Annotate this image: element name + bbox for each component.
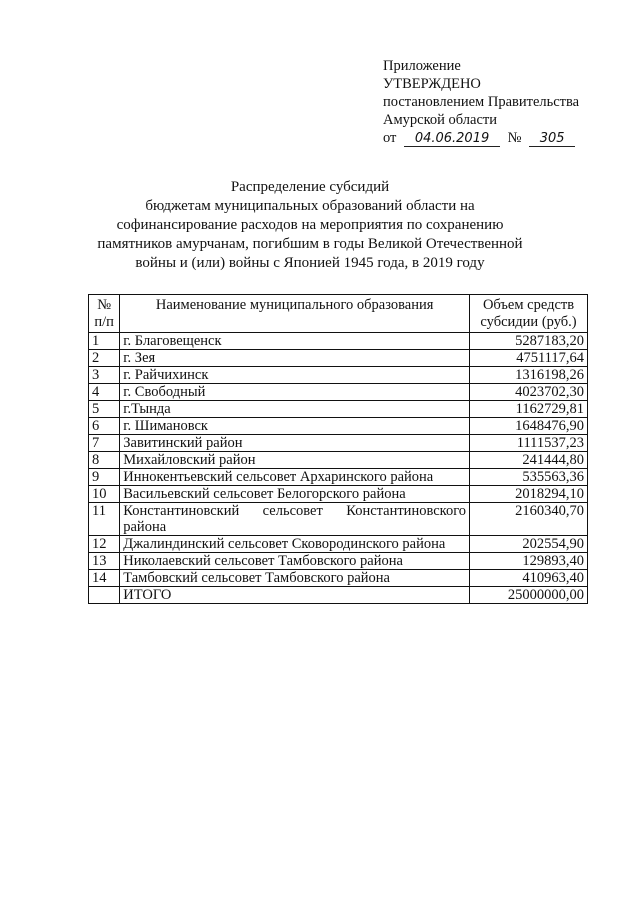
resolution-label: постановлением Правительства <box>383 94 580 110</box>
row-name: Иннокентьевский сельсовет Архаринского района <box>120 469 470 486</box>
row-amount: 25000000,00 <box>470 587 588 604</box>
table-row <box>89 503 588 536</box>
row-number: 7 <box>89 435 120 452</box>
row-name: Николаевский сельсовет Тамбовского района <box>120 553 470 570</box>
row-number: 5 <box>89 401 120 418</box>
table-row <box>89 435 588 452</box>
row-name: г. Свободный <box>120 384 470 401</box>
row-number: 12 <box>89 536 120 553</box>
row-name: г.Тында <box>120 401 470 418</box>
appendix-label: Приложение <box>383 58 461 74</box>
row-amount: 5287183,20 <box>470 333 588 350</box>
table-row <box>89 570 588 587</box>
row-name: Михайловский район <box>120 452 470 469</box>
document-subtitle: бюджетам муниципальных образований области на софинансирование расходов на мероприятия по сохранению памятников амурчанам, погибшим в годы Великой Отечественной войны и (или) войны с Японией 1945 года, в 2019 году <box>97 198 523 271</box>
row-name: Тамбовский сельсовет Тамбовского района <box>120 570 470 587</box>
row-number: 8 <box>89 452 120 469</box>
row-number: 1 <box>89 333 120 350</box>
row-number: 3 <box>89 367 120 384</box>
row-amount: 241444,80 <box>470 452 588 469</box>
row-name: г. Райчихинск <box>120 367 470 384</box>
from-label: от <box>383 130 397 146</box>
table-header-row <box>89 295 588 333</box>
table-row <box>89 367 588 384</box>
row-name: г. Благовещенск <box>120 333 470 350</box>
row-number: 6 <box>89 418 120 435</box>
row-amount: 1316198,26 <box>470 367 588 384</box>
approved-label: УТВЕРЖДЕНО <box>383 76 481 92</box>
row-name: ИТОГО <box>120 587 470 604</box>
number-label: № <box>507 130 522 146</box>
handwritten-date: 04.06.2019 <box>404 131 500 147</box>
document-title: Распределение субсидий <box>230 179 390 195</box>
row-name: Завитинский район <box>120 435 470 452</box>
row-amount: 535563,36 <box>470 469 588 486</box>
row-number: 11 <box>89 503 120 536</box>
row-name: Васильевский сельсовет Белогорского района <box>120 486 470 503</box>
row-amount: 1648476,90 <box>470 418 588 435</box>
table-row <box>89 384 588 401</box>
row-amount: 129893,40 <box>470 553 588 570</box>
table-row <box>89 486 588 503</box>
row-number: 2 <box>89 350 120 367</box>
row-number: 14 <box>89 570 120 587</box>
handwritten-number: 305 <box>529 131 575 147</box>
table-row <box>89 333 588 350</box>
row-amount: 410963,40 <box>470 570 588 587</box>
header-num: № п/п <box>89 295 120 333</box>
region-label: Амурской области <box>383 112 497 128</box>
subsidy-table <box>88 294 588 604</box>
document-heading <box>95 178 525 273</box>
row-number <box>89 587 120 604</box>
row-name: г. Зея <box>120 350 470 367</box>
row-amount: 4023702,30 <box>470 384 588 401</box>
row-name: Джалиндинский сельсовет Сковородинского района <box>120 536 470 553</box>
approval-block <box>383 57 623 147</box>
row-number: 9 <box>89 469 120 486</box>
table-row <box>89 452 588 469</box>
row-number: 13 <box>89 553 120 570</box>
table-row <box>89 469 588 486</box>
row-number: 10 <box>89 486 120 503</box>
total-row <box>89 587 588 604</box>
table-row <box>89 401 588 418</box>
row-amount: 2018294,10 <box>470 486 588 503</box>
row-amount: 202554,90 <box>470 536 588 553</box>
row-amount: 1111537,23 <box>470 435 588 452</box>
date-number-line <box>383 129 623 147</box>
row-amount: 4751117,64 <box>470 350 588 367</box>
row-number: 4 <box>89 384 120 401</box>
row-amount: 1162729,81 <box>470 401 588 418</box>
table-row <box>89 553 588 570</box>
row-amount: 2160340,70 <box>470 503 588 536</box>
header-amount: Объем средств субсидии (руб.) <box>470 295 588 333</box>
header-name: Наименование муниципального образования <box>120 295 470 333</box>
table-row <box>89 350 588 367</box>
row-name: г. Шимановск <box>120 418 470 435</box>
table-row <box>89 418 588 435</box>
row-name: Константиновский сельсовет Константиновского района <box>120 503 470 536</box>
table-row <box>89 536 588 553</box>
